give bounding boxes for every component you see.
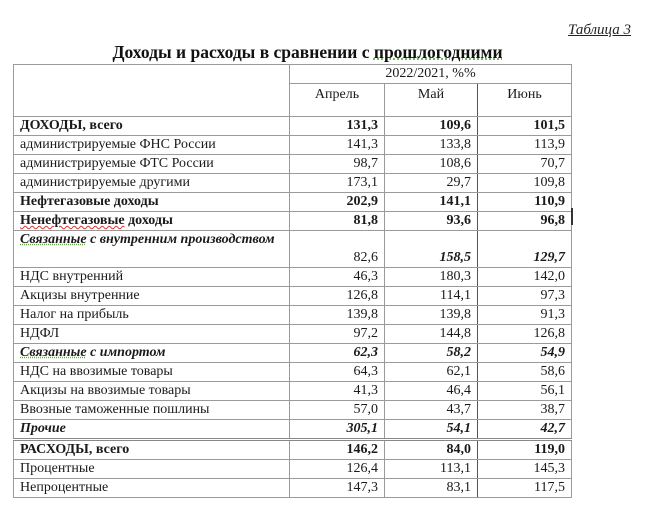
cell-may: 58,2: [385, 344, 478, 363]
header-june: Июнь: [478, 84, 572, 117]
text-cursor: [571, 208, 573, 225]
table-row-vat-import: [14, 363, 572, 382]
table-title: [0, 42, 645, 63]
cell-june: 58,6: [478, 363, 572, 382]
table-row-interest: [14, 460, 572, 479]
row-label: Акцизы внутренние: [14, 287, 290, 306]
cell-may: 109,6: [385, 117, 478, 136]
header-label-column: [14, 65, 290, 117]
row-label: НДС внутренний: [14, 268, 290, 287]
income-expense-table: [13, 64, 572, 498]
row-label-rest: доходы: [124, 213, 173, 228]
cell-may: 113,1: [385, 460, 478, 479]
header-period-group: 2022/2021, %%: [290, 65, 572, 84]
table-row-income-total: [14, 117, 572, 136]
row-label: администрируемые ФНС России: [14, 136, 290, 155]
row-label: Процентные: [14, 460, 290, 479]
cell-june: 70,7: [478, 155, 572, 174]
table-row-fts: [14, 155, 572, 174]
cell-may: 139,8: [385, 306, 478, 325]
cell-june: 129,7: [478, 231, 572, 268]
row-label-underlined: Ненефтегазовые: [20, 213, 125, 228]
title-main: Доходы и расходы в сравнении с: [112, 42, 374, 62]
row-label: [14, 212, 290, 231]
cell-may: 144,8: [385, 325, 478, 344]
table-row-vat-domestic: [14, 268, 572, 287]
cell-june: 97,3: [478, 287, 572, 306]
cell-april: 98,7: [290, 155, 385, 174]
cell-june: 113,9: [478, 136, 572, 155]
row-label-underlined: Связанные: [20, 345, 87, 360]
cell-april: 46,3: [290, 268, 385, 287]
row-label: ДОХОДЫ, всего: [14, 117, 290, 136]
header-april: Апрель: [290, 84, 385, 117]
cell-may: 54,1: [385, 420, 478, 440]
cell-april: 64,3: [290, 363, 385, 382]
table-row-domestic: [14, 231, 572, 268]
cell-may: 62,1: [385, 363, 478, 382]
row-label: администрируемые ФТС России: [14, 155, 290, 174]
cell-may: 93,6: [385, 212, 478, 231]
table-row-fns: [14, 136, 572, 155]
cell-may: 29,7: [385, 174, 478, 193]
row-label-rest: с импортом: [86, 345, 166, 360]
row-label: Прочие: [14, 420, 290, 440]
cell-june: 110,9: [478, 193, 572, 212]
cell-april: 126,4: [290, 460, 385, 479]
table-row-profit-tax: [14, 306, 572, 325]
table-row-customs-duties: [14, 401, 572, 420]
row-label: [14, 231, 290, 268]
table-row-ndfl: [14, 325, 572, 344]
cell-june: 119,0: [478, 440, 572, 460]
row-label: Ввозные таможенные пошлины: [14, 401, 290, 420]
row-label: Акцизы на ввозимые товары: [14, 382, 290, 401]
cell-june: 38,7: [478, 401, 572, 420]
cell-april: 81,8: [290, 212, 385, 231]
cell-april: 173,1: [290, 174, 385, 193]
cell-april: 97,2: [290, 325, 385, 344]
cell-may: 83,1: [385, 479, 478, 498]
cell-june: 54,9: [478, 344, 572, 363]
cell-april: 126,8: [290, 287, 385, 306]
table-row-excise-domestic: [14, 287, 572, 306]
cell-april: 131,3: [290, 117, 385, 136]
table-row-excise-import: [14, 382, 572, 401]
table-row-other: [14, 420, 572, 440]
cell-april: 82,6: [290, 231, 385, 268]
row-label: РАСХОДЫ, всего: [14, 440, 290, 460]
table-row-oil-gas: [14, 193, 572, 212]
cell-june: 109,8: [478, 174, 572, 193]
cell-may: 133,8: [385, 136, 478, 155]
cell-april: 57,0: [290, 401, 385, 420]
cell-may: 108,6: [385, 155, 478, 174]
row-label-underlined: Связанные: [20, 232, 87, 247]
cell-april: 147,3: [290, 479, 385, 498]
cell-may: 84,0: [385, 440, 478, 460]
row-label: [14, 344, 290, 363]
cell-june: 117,5: [478, 479, 572, 498]
cell-june: 91,3: [478, 306, 572, 325]
row-label: Непроцентные: [14, 479, 290, 498]
cell-may: 180,3: [385, 268, 478, 287]
cell-april: 41,3: [290, 382, 385, 401]
title-underlined-word: прошлогодними: [373, 42, 503, 62]
cell-april: 202,9: [290, 193, 385, 212]
table-row-expenses-total: [14, 440, 572, 460]
header-row-group: [14, 65, 572, 84]
cell-june: 42,7: [478, 420, 572, 440]
cell-june: 145,3: [478, 460, 572, 479]
cell-june: 96,8: [478, 212, 572, 231]
row-label: Налог на прибыль: [14, 306, 290, 325]
row-label: администрируемые другими: [14, 174, 290, 193]
cell-april: 141,3: [290, 136, 385, 155]
cell-may: 158,5: [385, 231, 478, 268]
cell-may: 141,1: [385, 193, 478, 212]
row-label: Нефтегазовые доходы: [14, 193, 290, 212]
cell-april: 139,8: [290, 306, 385, 325]
cell-april: 146,2: [290, 440, 385, 460]
cell-june: 56,1: [478, 382, 572, 401]
cell-june: 101,5: [478, 117, 572, 136]
row-label: НДФЛ: [14, 325, 290, 344]
row-label: НДС на ввозимые товары: [14, 363, 290, 382]
table-row-others: [14, 174, 572, 193]
row-label-rest: с внутренним производством: [86, 232, 275, 247]
cell-may: 43,7: [385, 401, 478, 420]
cell-may: 46,4: [385, 382, 478, 401]
table-row-non-oil-gas: [14, 212, 572, 231]
table-row-non-interest: [14, 479, 572, 498]
cell-june: 126,8: [478, 325, 572, 344]
cell-june: 142,0: [478, 268, 572, 287]
cell-may: 114,1: [385, 287, 478, 306]
table-number-label: Таблица 3: [568, 22, 631, 38]
cell-april: 305,1: [290, 420, 385, 440]
cell-april: 62,3: [290, 344, 385, 363]
table-row-import: [14, 344, 572, 363]
header-may: Май: [385, 84, 478, 117]
